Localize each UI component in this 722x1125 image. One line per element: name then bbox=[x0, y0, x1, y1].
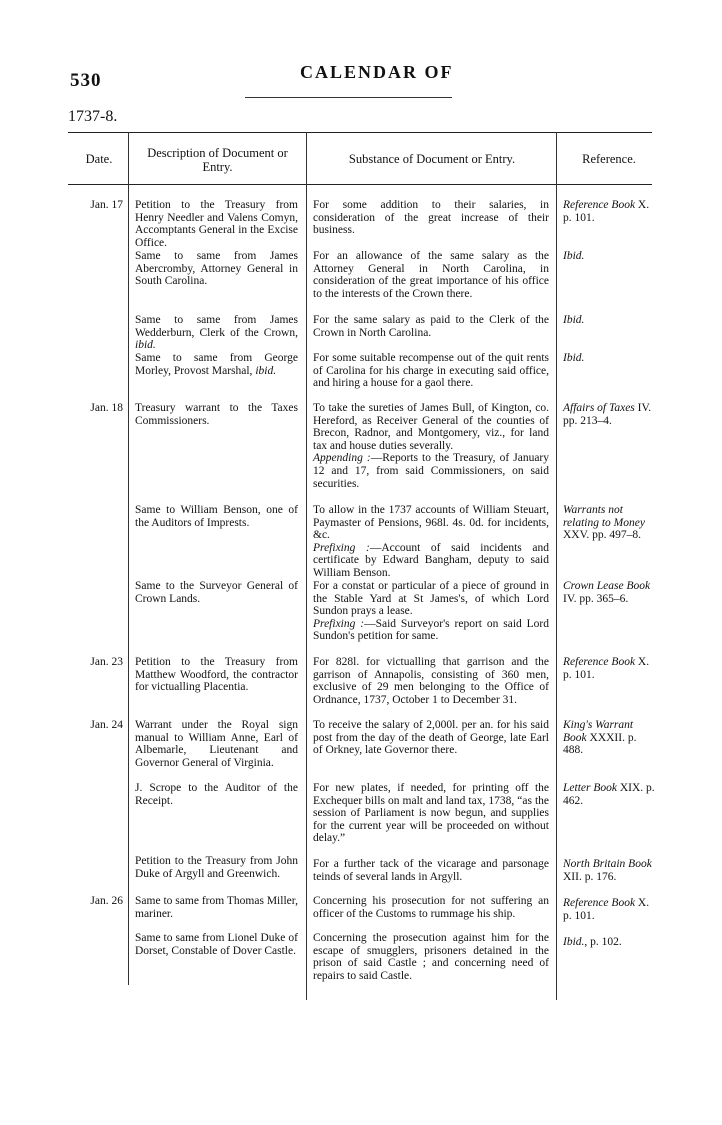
entry-reference bbox=[563, 936, 657, 949]
entry-substance: For a further tack of the vicarage and parsonage teinds of several lands in Argyll. bbox=[313, 858, 549, 883]
reference-roman: IV. pp. 213–4. bbox=[563, 402, 652, 427]
substance-text: For a constat or particular of a piece of ground in the Stable Yard at St James's, of which Lord Sundon prays a lease. bbox=[313, 580, 549, 618]
reference-italic: Letter Book bbox=[563, 782, 617, 794]
reference-roman: X. p. 101. bbox=[563, 199, 650, 224]
entry-date: Jan. 18 bbox=[90, 402, 123, 414]
entry-description: Same to William Benson, one of the Auditors of Imprests. bbox=[135, 504, 298, 529]
entry-reference bbox=[563, 782, 657, 807]
reference-italic: Ibid. bbox=[563, 936, 585, 948]
entry-substance: For the same salary as paid to the Clerk of the Crown in North Carolina. bbox=[313, 314, 549, 339]
entry-reference bbox=[563, 504, 657, 542]
note-text: —Reports to the Treasury, of January 12 and 17, from said Commissioners, on said securities. bbox=[313, 452, 550, 490]
table-head-rule bbox=[68, 184, 652, 185]
reference-roman: , p. 102. bbox=[584, 936, 622, 948]
running-head: CALENDAR OF bbox=[300, 62, 454, 82]
entry-substance bbox=[313, 402, 549, 490]
entry-substance: Concerning the prosecution against him for the escape of smugglers, prisoners detained in the prison of said Castle ; and concerning need of repairs to said Castle. bbox=[313, 932, 549, 982]
reference-italic: Warrants not relating to Money bbox=[563, 504, 645, 529]
entry-description: Same to same from James Abercromby, Attorney General in South Carolina. bbox=[135, 250, 298, 288]
entry-reference bbox=[563, 897, 657, 922]
entry-reference bbox=[563, 314, 657, 327]
entry-reference bbox=[563, 580, 657, 605]
entry-reference bbox=[563, 719, 657, 757]
entry-description: Petition to the Treasury from Henry Needler and Valens Comyn, Accomptants General in the Excise Office. bbox=[135, 199, 298, 249]
entry-description: Same to the Surveyor General of Crown Lands. bbox=[135, 580, 298, 605]
entry-date: Jan. 26 bbox=[90, 895, 123, 907]
entry-date: Jan. 23 bbox=[90, 656, 123, 668]
col-head-date: Date. bbox=[85, 152, 113, 166]
entry-description bbox=[135, 352, 298, 377]
reference-italic: Reference Book bbox=[563, 656, 636, 668]
reference-roman: X. p. 101. bbox=[563, 897, 650, 922]
entry-substance: Concerning his prosecution for not suffering an officer of the Customs to rummage his ship. bbox=[313, 895, 549, 920]
reference-roman: XII. p. 176. bbox=[563, 870, 617, 883]
reference-roman: XXXII. p. 488. bbox=[563, 731, 637, 757]
year-heading: 1737-8. bbox=[68, 108, 118, 125]
substance-note bbox=[313, 542, 549, 580]
reference-italic: Reference Book bbox=[563, 199, 636, 211]
entry-description: Warrant under the Royal sign manual to William Anne, Earl of Albemarle, Lieutenant and Governor General of Virginia. bbox=[135, 719, 298, 769]
reference-italic: Crown Lease Book bbox=[563, 580, 651, 592]
entry-description: Petition to the Treasury from Matthew Woodford, the contractor for victualling Placentia. bbox=[135, 656, 298, 694]
substance-note bbox=[313, 452, 549, 490]
note-text: —Said Surveyor's report on said Lord Sundon's petition for same. bbox=[313, 617, 549, 643]
description-italic: ibid. bbox=[255, 364, 277, 377]
col-head-description: Description of Document or Entry. bbox=[147, 146, 288, 174]
entry-description: Same to same from Lionel Duke of Dorset, Constable of Dover Castle. bbox=[135, 932, 298, 957]
entry-substance: For some addition to their salaries, in consideration of the great increase of their business. bbox=[313, 199, 549, 237]
entry-reference bbox=[563, 352, 657, 365]
reference-italic: Ibid. bbox=[563, 250, 585, 262]
reference-italic: Reference Book bbox=[563, 897, 636, 909]
col-head-reference: Reference. bbox=[582, 152, 636, 166]
reference-roman: XIX. p. 462. bbox=[563, 782, 655, 807]
description-italic: ibid. bbox=[135, 339, 156, 352]
entry-substance bbox=[313, 580, 549, 643]
entry-description: Same to same from Thomas Miller, mariner. bbox=[135, 895, 298, 920]
reference-italic: North Britain Book bbox=[563, 858, 652, 870]
entry-substance: For new plates, if needed, for printing off the Exchequer bills on malt and land tax, 1738, “as the session of Parliament is now begun, and supplies for the current year will be proceeded on without delay.” bbox=[313, 782, 549, 845]
entry-date: Jan. 24 bbox=[90, 719, 123, 731]
entry-reference bbox=[563, 656, 657, 681]
col-head-substance: Substance of Document or Entry. bbox=[348, 152, 516, 166]
reference-italic: Affairs of Taxes bbox=[563, 402, 635, 414]
entry-date: Jan. 17 bbox=[90, 199, 123, 211]
entry-description: Treasury warrant to the Taxes Commissioners. bbox=[135, 402, 298, 427]
entry-substance: To receive the salary of 2,000l. per an. for his said post from the day of the death of George, late Earl of Orkney, late Governor there. bbox=[313, 719, 549, 757]
note-label: Prefixing : bbox=[313, 541, 370, 554]
entry-reference bbox=[563, 858, 657, 883]
reference-italic: King's Warrant Book bbox=[563, 719, 634, 744]
page-number: 530 bbox=[70, 70, 102, 91]
description-text: Same to same from George Morley, Provost Marshal, bbox=[135, 352, 298, 377]
note-label: Prefixing : bbox=[313, 617, 365, 630]
entry-reference bbox=[563, 250, 657, 263]
column-divider bbox=[128, 132, 129, 985]
description-text: Same to same from James Wedderburn, Clerk of the Crown, bbox=[135, 314, 298, 339]
entry-description: Petition to the Treasury from John Duke of Argyll and Greenwich. bbox=[135, 855, 298, 880]
substance-note bbox=[313, 618, 549, 643]
reference-roman: IV. pp. 365–6. bbox=[563, 592, 629, 605]
reference-roman: XXV. pp. 497–8. bbox=[563, 529, 642, 542]
entry-substance bbox=[313, 504, 549, 580]
reference-italic: Ibid. bbox=[563, 314, 585, 326]
entry-substance: For 828l. for victualling that garrison and the garrison of Annapolis, consisting of 360 men, exclusive of 29 men belonging to the Office of Ordnance, 1737, October 1 to December 31. bbox=[313, 656, 549, 706]
entry-substance: For an allowance of the same salary as the Attorney General in North Carolina, in consideration of the great importance of his office to the interests of the Crown there. bbox=[313, 250, 549, 300]
entry-reference bbox=[563, 402, 657, 427]
note-text: —Account of said incidents and certificate by Edward Bangham, deputy to said William Benson. bbox=[313, 541, 550, 579]
table-top-rule bbox=[68, 132, 652, 133]
entry-reference bbox=[563, 199, 657, 224]
substance-text: To take the sureties of James Bull, of Kington, co. Hereford, as Receiver General of the counties of Brecon, Radnor, and Montgomery, viz., for land tax and house duties severally. bbox=[313, 402, 549, 452]
head-rule bbox=[245, 97, 452, 98]
column-divider bbox=[306, 132, 307, 1000]
entry-description: J. Scrope to the Auditor of the Receipt. bbox=[135, 782, 298, 807]
note-label: Appending : bbox=[313, 452, 371, 465]
reference-roman: X. p. 101. bbox=[563, 656, 650, 681]
entry-substance: For some suitable recompense out of the quit rents of Carolina for his charge in executing said office, and hiring a house for a gaol there. bbox=[313, 352, 549, 390]
reference-italic: Ibid. bbox=[563, 352, 585, 364]
entry-description bbox=[135, 314, 298, 352]
substance-text: To allow in the 1737 accounts of William Steuart, Paymaster of Pensions, 968l. 4s. 0d. for incidents, &c. bbox=[313, 504, 549, 542]
column-divider bbox=[556, 132, 557, 1000]
